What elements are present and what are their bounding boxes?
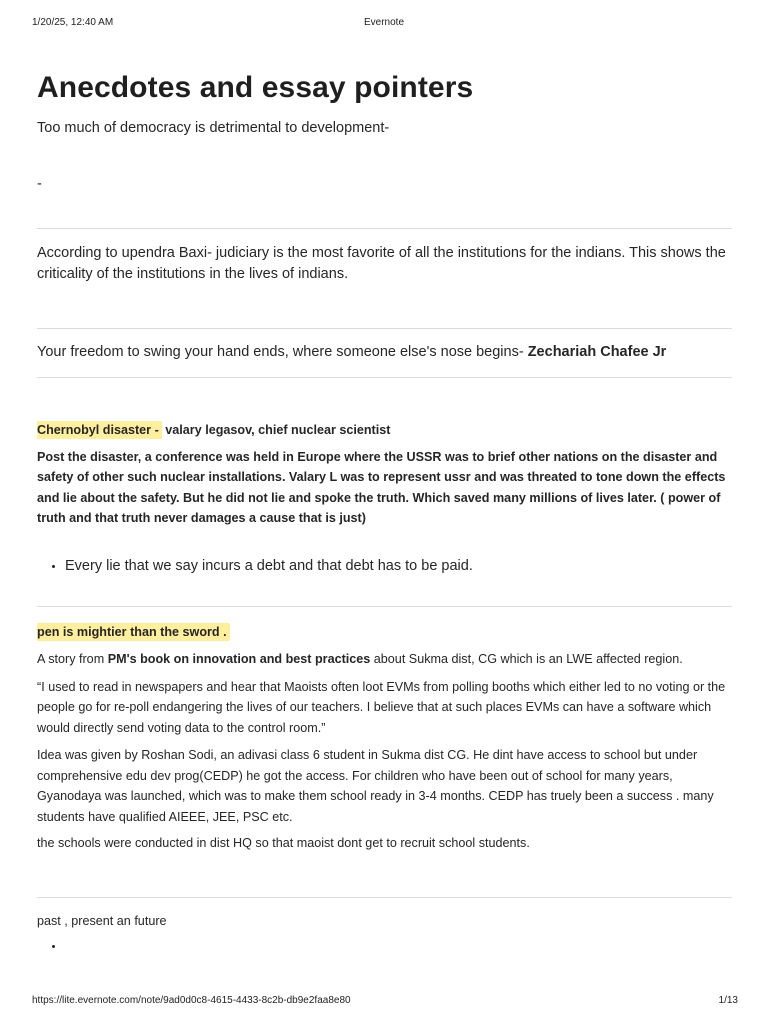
empty-bullet-list: [37, 936, 732, 954]
schools-paragraph: the schools were conducted in dist HQ so that maoist dont get to recruit school students.: [37, 836, 530, 850]
idea-paragraph: Idea was given by Roshan Sodi, an adivasi class 6 student in Sukma dist CG. He dint have access to school but under comprehensive edu dev prog(CEDP) he got the access. For children who have been out of school for many years, Gyanodaya was launched, which was to make them school ready in 3-4 months. CEDP has truely been a success . many students have qualified AIEEE, JEE, PSC etc.: [37, 748, 714, 824]
dash-line: -: [37, 176, 42, 192]
freedom-quote-paragraph: [37, 342, 732, 363]
evm-quote: “I used to read in newspapers and hear that Maoists often loot EVMs from polling booths which either led to no voting or the people go for re-poll endangering the lives of our teachers. I believe that at such places EVMs can have a software which would directly send voting data to the control room.”: [37, 679, 726, 735]
print-app-name: Evernote: [363, 17, 405, 28]
story-prefix: A story from: [37, 652, 105, 666]
chernobyl-person: valary legasov, chief nuclear scientist: [165, 423, 391, 437]
note-body: [37, 66, 732, 954]
list-item: • Every lie that we say incurs a debt and that debt has to be paid.: [65, 556, 732, 577]
freedom-quote: Your freedom to swing your hand ends, where someone else's nose begins-: [37, 344, 524, 360]
chernobyl-paragraph: Post the disaster, a conference was held in Europe where the USSR was to brief other nations on the disaster and safety of other such nuclear installations. Valary L was to represent ussr and was threated to tone down the effects and lie about the safety. But he did not lie and spoke the truth. Which saved many millions of lives later. ( power of truth and that truth never damages a cause that is just): [37, 449, 726, 525]
chernobyl-heading-line: [37, 420, 732, 441]
freedom-author: Zechariah Chafee Jr: [527, 344, 667, 360]
page-number: 1/13: [718, 995, 738, 1006]
pen-heading-line: [37, 622, 732, 643]
note-url: https://lite.evernote.com/note/9ad0d0c8-4615-4433-8c2b-db9e2faa8e80: [32, 995, 351, 1006]
list-item: [65, 936, 732, 954]
story-suffix: about Sukma dist, CG which is an LWE affected region.: [373, 652, 683, 666]
past-line: past , present an future: [37, 913, 167, 928]
lie-bullet-list: [37, 556, 732, 577]
print-header: [0, 17, 768, 31]
baxi-paragraph: According to upendra Baxi- judiciary is the most favorite of all the institutions for the indians. This shows the criticality of the institutions in the lives of indians.: [37, 245, 726, 282]
story-paragraph: [37, 649, 732, 670]
democracy-line: Too much of democracy is detrimental to development-: [37, 120, 390, 136]
chernobyl-heading: Chernobyl disaster -: [37, 421, 162, 439]
story-book: PM's book on innovation and best practices: [107, 652, 371, 666]
print-datetime: 1/20/25, 12:40 AM: [32, 17, 114, 28]
print-footer: [0, 995, 768, 1009]
pen-heading: pen is mightier than the sword .: [37, 623, 230, 641]
note-title: Anecdotes and essay pointers: [37, 71, 474, 104]
